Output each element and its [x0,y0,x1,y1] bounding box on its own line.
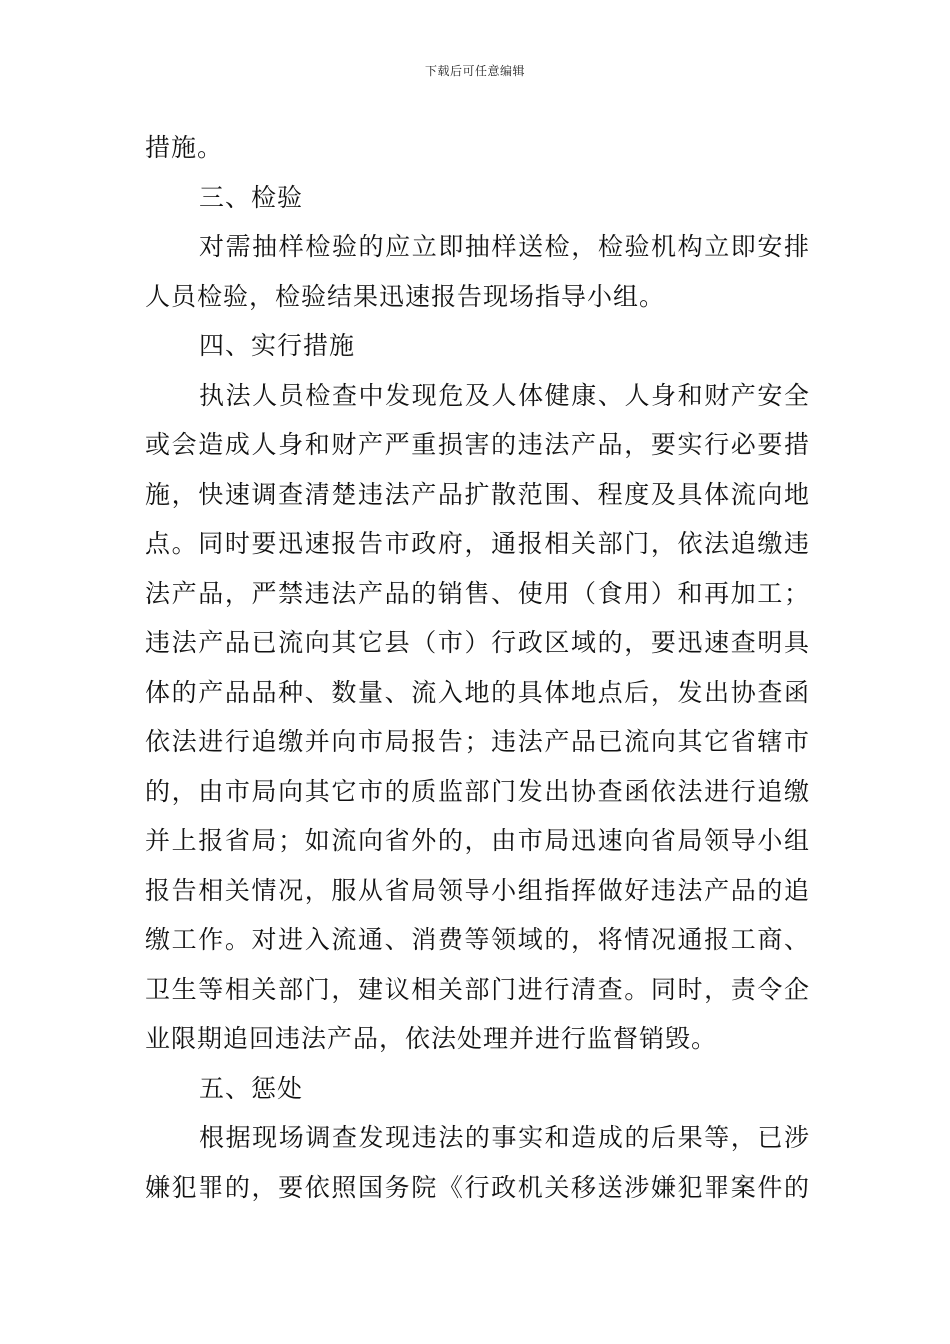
paragraph-line: 人员检验，检验结果迅速报告现场指导小组。 [145,281,666,311]
paragraph-line: 并上报省局；如流向省外的，由市局迅速向省局领导小组 [145,826,810,855]
paragraph-line: 业限期追回违法产品，依法处理并进行监督销毁。 [145,1024,718,1053]
paragraph-line: 法产品，严禁违法产品的销售、使用（食用）和再加工； [145,578,810,608]
paragraph-line: 违法产品已流向其它县（市）行政区域的，要迅速查明具 [145,628,810,657]
paragraph-line: 点。同时要迅速报告市政府，通报相关部门，依法追缴违 [145,529,810,558]
section-heading: 四、实行措施 [199,331,356,360]
document-body [145,123,810,1212]
paragraph-line: 对需抽样检验的应立即抽样送检，检验机构立即安排 [199,232,810,261]
paragraph-line: 嫌犯罪的，要依照国务院《行政机关移送涉嫌犯罪案件的 [145,1172,810,1202]
paragraph-line: 体的产品品种、数量、流入地的具体地点后，发出协查函 [145,677,810,707]
paragraph-line: 报告相关情况，服从省局领导小组指挥做好违法产品的追 [145,875,810,905]
paragraph-line: 执法人员检查中发现危及人体健康、人身和财产安全 [199,380,810,410]
paragraph-line: 施，快速调查清楚违法产品扩散范围、程度及具体流向地 [145,479,810,509]
section-heading: 三、检验 [199,182,304,212]
paragraph-line: 或会造成人身和财产严重损害的违法产品，要实行必要措 [145,430,810,459]
paragraph-line: 的，由市局向其它市的质监部门发出协查函依法进行追缴 [145,776,810,806]
paragraph-line: 缴工作。对进入流通、消费等领域的，将情况通报工商、 [145,925,810,954]
paragraph-line: 根据现场调查发现违法的事实和造成的后果等，已涉 [199,1123,810,1152]
paragraph-line: 措施。 [145,133,224,162]
paragraph-line: 依法进行追缴并向市局报告；违法产品已流向其它省辖市 [145,727,810,756]
page-header: 下载后可任意编辑 [424,64,525,78]
paragraph-line: 卫生等相关部门，建议相关部门进行清查。同时，责令企 [145,974,810,1004]
section-heading: 五、惩处 [199,1073,304,1103]
